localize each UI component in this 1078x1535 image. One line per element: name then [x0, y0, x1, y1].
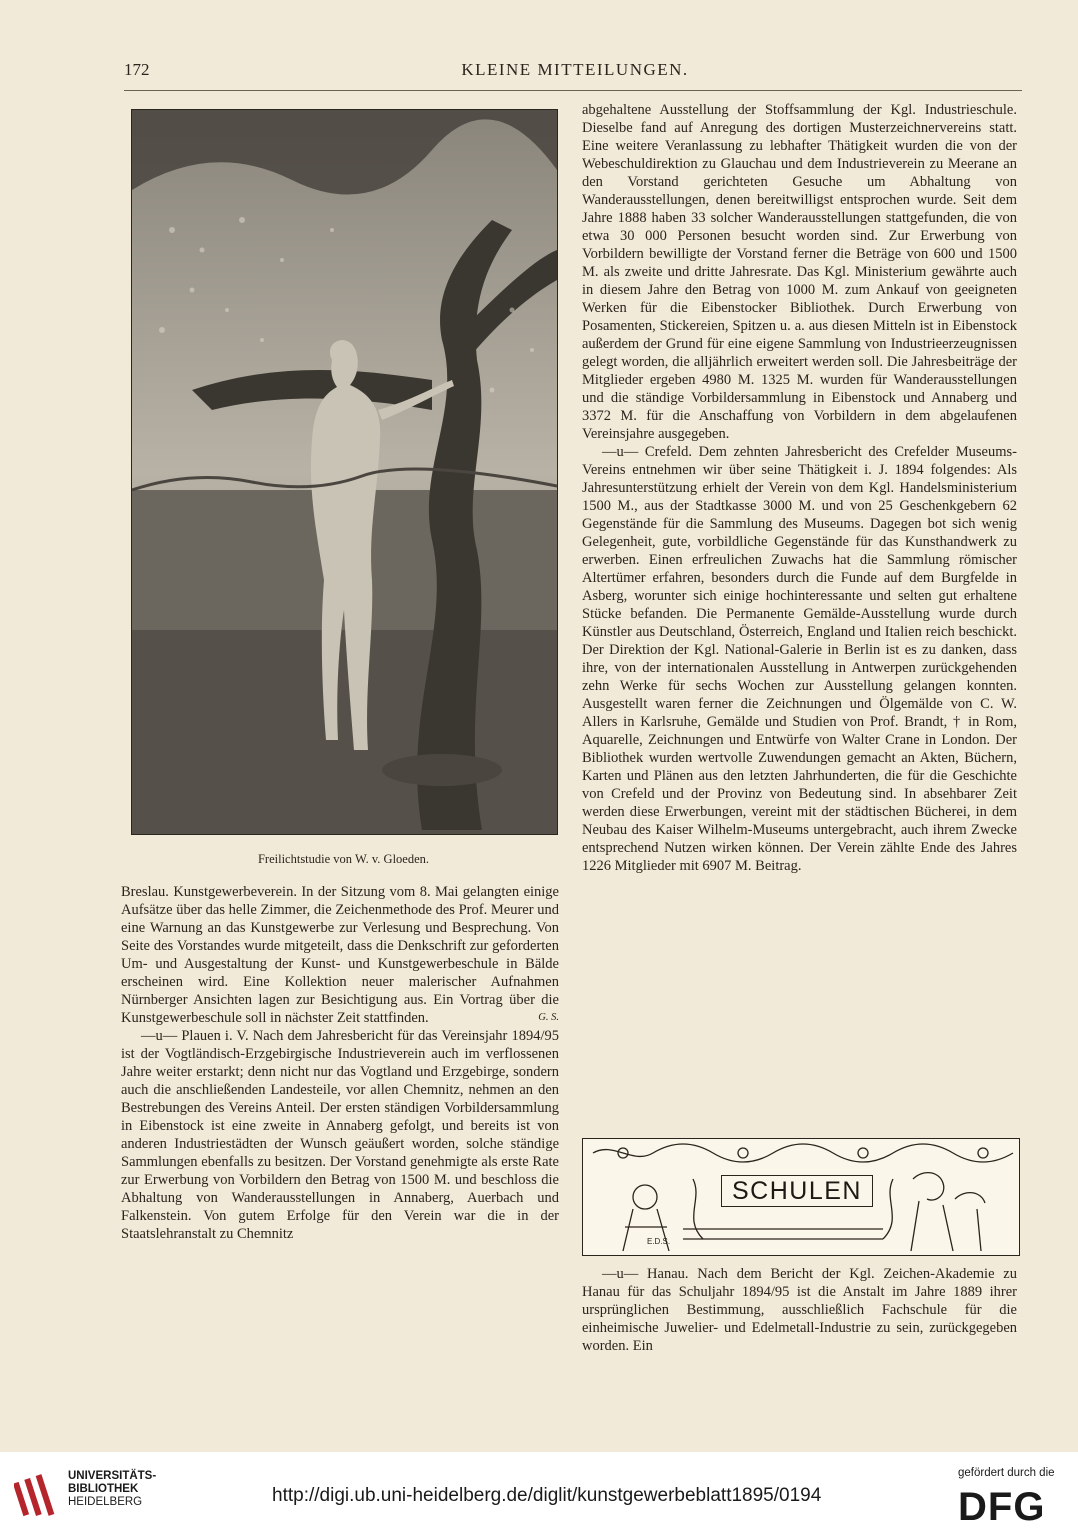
- paragraph-plauen: —u— Plauen i. V. Nach dem Jahresbericht für das Vereinsjahr 1894/95 ist der Vogtländisch-Erzgebirgische Industrieverein auch im verflossenen Jahre weiter erstarkt; denn nicht nur das Vogtland und Erzgebirge, sondern auch die anschließenden Landesteile, vor allen Chemnitz, nehmen an den Bestrebungen des Vereins Anteil. Der ersten ständigen Vorbildersammlung in Eibenstock ist eine zweite in Annaberg gefolgt, und bereits ist von anderen Industriestädten der Wunsch geäußert worden, solche ständige Sammlungen ebenfalls zu besitzen. Der Vorstand genehmigte als erste Rate zur Erwerbung von Vorbildern den Betrag von 1500 M. und beschloss die Abhaltung von Wanderausstellungen in Annaberg, Auerbach und Falkenstein. Von gutem Erfolge für den Verein war die in der Staatslehranstalt zu Chemnitz: [121, 1028, 559, 1242]
- digital-library-footer: [0, 1452, 1078, 1535]
- sponsor-text: gefördert durch die: [958, 1467, 1055, 1479]
- schulen-section-banner: [582, 1138, 1020, 1256]
- running-title: KLEINE MITTEILUNGEN.: [461, 60, 689, 79]
- banner-title-schulen: SCHULEN: [721, 1175, 873, 1207]
- paragraph-crefeld: —u— Crefeld. Dem zehnten Jahresbericht des Crefelder Museums-Vereins entnehmen wir über seine Thätigkeit i. J. 1894 folgendes: Als Jahresunterstützung erhielt der Verein von dem Kgl. Handelsministerium 1500 M., aus der Stadtkasse 3000 M. und von 25 Geschenkgebern 62 Gegenstände für die Sammlung des Museums. Dagegen bot sich wenig Gelegenheit, gute, vorbildliche Gegenstände für das Kunsthandwerk zu erwerben. Einen erfreulichen Zuwachs hat die Sammlung römischer Altertümer erfahren, besonders durch die Funde auf dem Burgfelde in Asberg, worunter sich einige hochinteressante und selten gut erhaltene Stücke befanden. Die Permanente Gemälde-Ausstellung wurde durch Künstler aus Deutschland, Österreich, England und Italien reich beschickt. Der Direktion der Kgl. National-Galerie in Berlin ist es zu danken, dass ihre, von der internationalen Ausstellung in Antwerpen zurückgehenden zehn Werke für sechs Wochen zur Ausstellung gelangen konnten. Ausgestellt waren ferner die Zeichnungen und Ölgemälde von C. W. Allers in Karlsruhe, Gemälde und Studien von Prof. Brandt, † in Rom, Aquarelle, Zeichnungen und Entwürfe von Walter Crane in London. Der Bibliothek wurden wertvolle Zuwendungen gemacht an Akten, Büchern, Karten und Plänen aus den letzten Jahrhunderten, die für die Geschichte von Crefeld und der Provinz von Bedeutung sind. In absehbarer Zeit werden diese Erwerbungen, vereint mit der städtischen Bücherei, in dem Neubau des Kaiser Wilhelm-Museums untergebracht, auch ihrem Zwecke entsprechend Nutzen wirken können. Der Verein zählte Ende des Jahres 1226 Mitglieder mit 6907 M. Beitrag.: [582, 444, 1017, 874]
- header-rule: [124, 90, 1022, 91]
- figure-caption: Freilichtstudie von W. v. Gloeden.: [257, 852, 430, 866]
- right-column-continued: [582, 1265, 1017, 1355]
- photograph-illustration: [132, 110, 557, 834]
- signature-gs: G. S.: [538, 1012, 559, 1023]
- paragraph-eibenstock: abgehaltene Ausstellung der Stoffsammlung der Kgl. Industrieschule. Dieselbe fand auf Anregung des dortigen Musterzeichnervereins statt. Eine weitere Veranlassung zu lebhafter Thätigkeit wurden die von der Webeschuldirektion zu Glauchau und dem Industrieverein zu Meerane an den Vorstand gerichteten Gesuche um Abhaltung von Wanderausstellungen, denen bereitwilligst entsprochen wurde. Seit dem Jahre 1888 haben 33 solcher Wanderausstellungen stattgefunden, die von etwa 30 000 Personen besucht worden sind. Zur Erwerbung von Vorbildern bewilligte der Vorstand ferner die Beträge von 600 und 1500 M. als zweite und dritte Jahresrate. Das Kgl. Ministerium gewährte auch in diesem Jahre den Betrag von 1000 M. zum Ankauf von geeigneten Werken für die Eibenstocker Bibliothek. Durch Erwerbung von Posamenten, Stickereien, Spitzen u. a. aus diesen Mitteln ist in Eibenstock außerdem der Grund für eine eigene Sammlung von Industrieerzeugnissen gelegt worden, die alljährlich erweitert werden soll. Die Jahresbeiträge der Mitglieder ergeben 4980 M. 1325 M. wurden für Wanderausstellungen und die ständige Vorbildersammlung in Eibenstock und Annaberg und 3372 M. für die Anschaffung von Vorbildern in dem abgelaufenen Vereinsjahre ausgegeben.: [582, 102, 1017, 442]
- page-number: 172: [124, 60, 150, 79]
- dfg-logo: DFG: [958, 1485, 1046, 1529]
- paragraph-breslau: Breslau. Kunstgewerbeverein. In der Sitzung vom 8. Mai gelangten einige Aufsätze über das helle Zimmer, die Zeichenmethode des Prof. Meurer und eine Warnung an das Kunstgewerbe zur Verlesung und Besprechung. Von Seite des Vorstandes wurde mitgeteilt, dass die Denkschrift zur geforderten Um- und Ausgestaltung der Kunst- und Kunstgewerbeschule in Bälde erscheinen wird. Eine Kollektion neuer malerischer Aufnahmen Nürnberger Ansichten lagen zur Besichtigung aus. Ein Vortrag über die Kunstgewerbeschule soll in nächster Zeit stattfinden. G. S.: [121, 884, 559, 1026]
- banner-signature: E.D.S.: [647, 1237, 671, 1246]
- university-library-logo: [14, 1470, 62, 1520]
- permalink-url[interactable]: http://digi.ub.uni-heidelberg.de/diglit/kunstgewerbeblatt1895/0194: [272, 1485, 822, 1506]
- photograph-figure: [131, 109, 558, 835]
- paragraph-hanau: —u— Hanau. Nach dem Bericht der Kgl. Zeichen-Akademie zu Hanau für das Schuljahr 1894/95 ist die Anstalt im Jahre 1889 ihrer ursprünglichen Bestimmung, ausschließlich Fachschule für die einheimische Juwelier- und Edelmetall-Industrie zu sein, zurückgegeben worden. Ein: [582, 1266, 1017, 1354]
- institution-name: UNIVERSITÄTS- BIBLIOTHEK HEIDELBERG: [68, 1470, 157, 1508]
- right-column: [582, 101, 1017, 875]
- left-column: [121, 883, 559, 1243]
